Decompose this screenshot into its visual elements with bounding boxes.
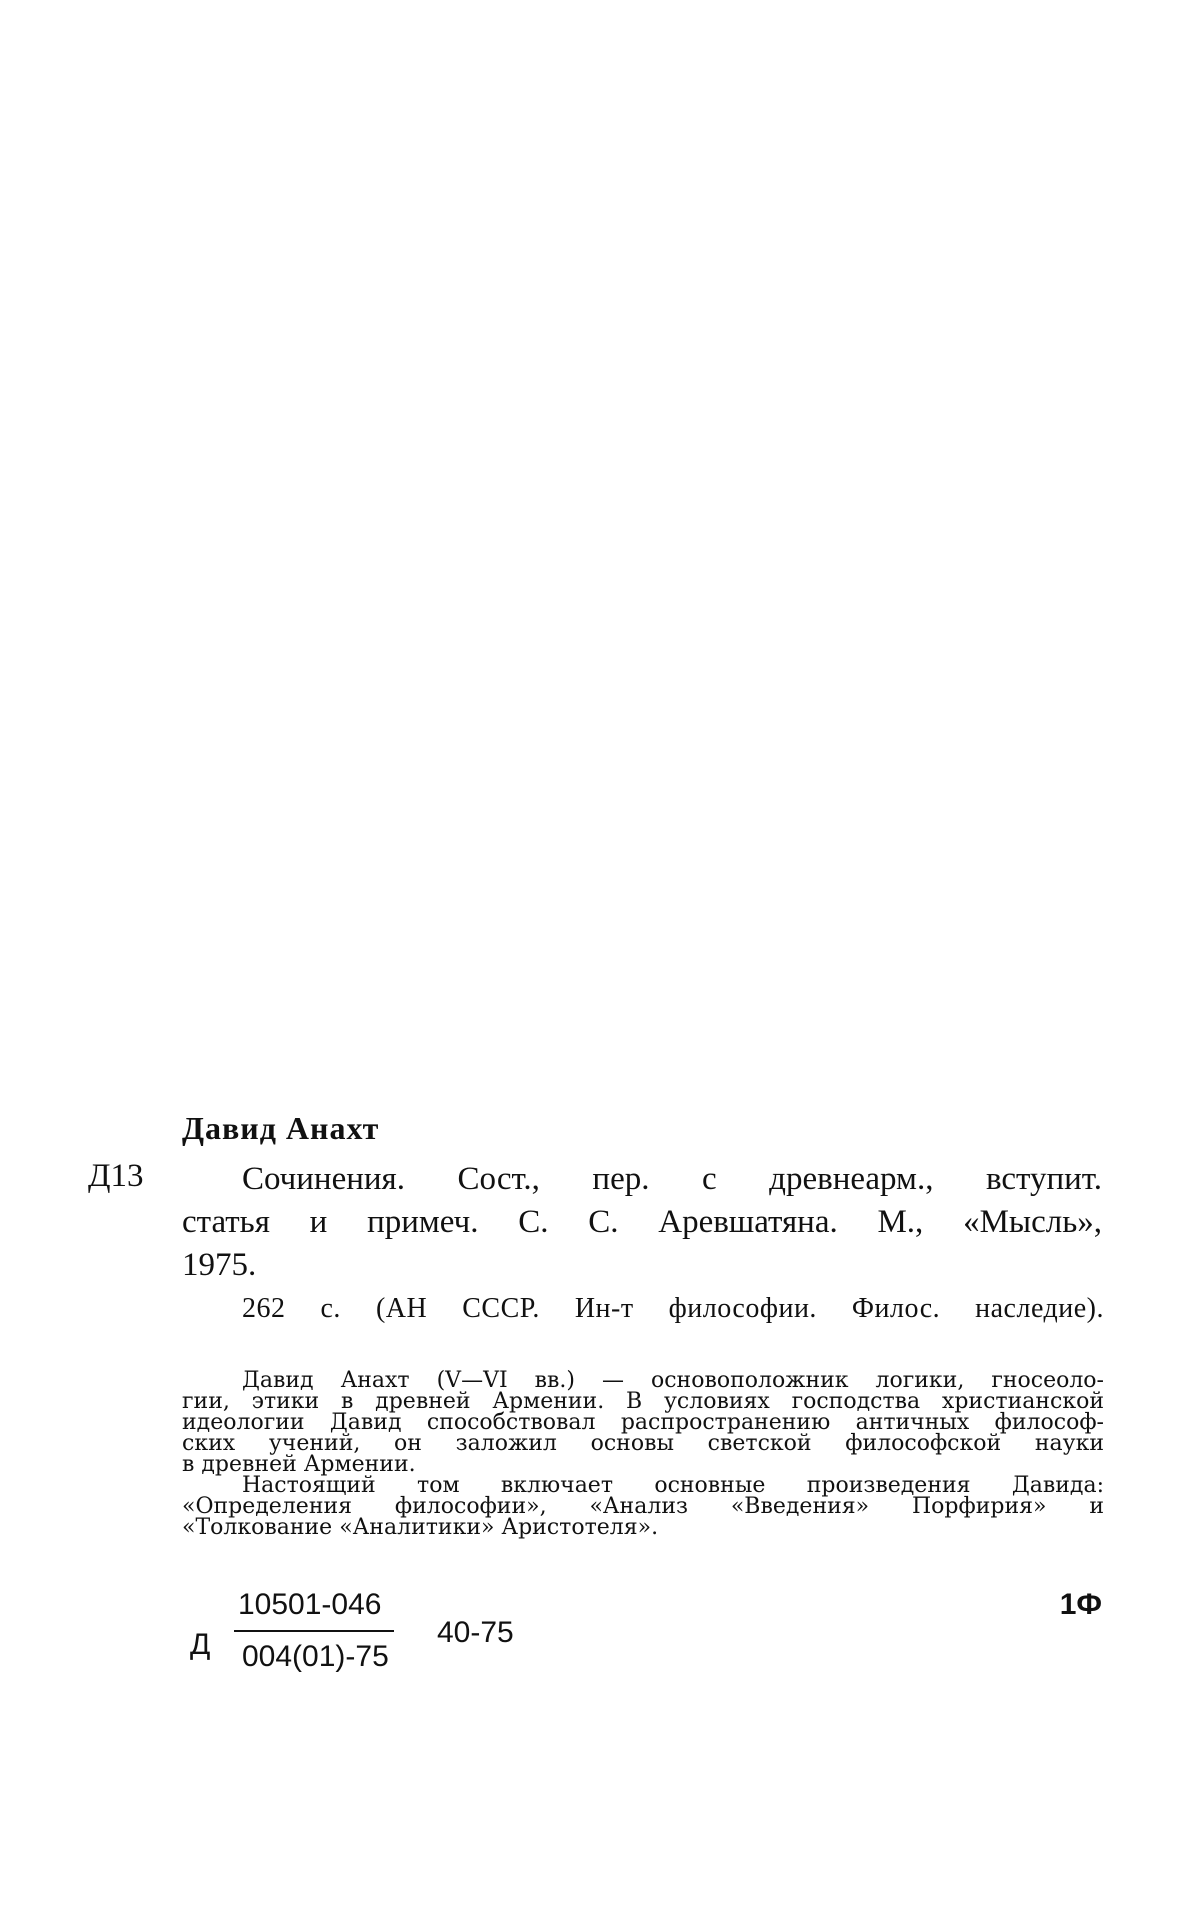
index-code: 40-75 — [437, 1616, 514, 1649]
title-line: Сочинения. Сост., пер. с древнеарм., вступит. — [242, 1161, 1102, 1197]
author-heading: Давид Анахт — [182, 1110, 380, 1146]
publication-index — [182, 1588, 1102, 1698]
title-line: статья и примеч. С. С. Аревшатяна. М., «Мысль», — [182, 1204, 1102, 1240]
annotation-line: в древней Армении. — [182, 1452, 416, 1477]
index-numerator: 10501-046 — [238, 1588, 382, 1621]
annotation-line: идеологии Давид способствовал распространению античных философ- — [182, 1410, 1104, 1435]
fraction-bar — [234, 1630, 394, 1632]
annotation-line: ских учений, он заложил основы светской философской науки — [182, 1431, 1104, 1456]
annotation-line: «Толкование «Аналитики» Аристотеля». — [182, 1515, 659, 1540]
annotation-line: «Определения философии», «Анализ «Введения» Порфирия» и — [182, 1494, 1104, 1519]
index-denominator: 004(01)-75 — [242, 1640, 389, 1673]
title-entry — [182, 1158, 1102, 1287]
index-class: 1Ф — [1059, 1588, 1102, 1621]
annotation — [182, 1370, 1104, 1538]
shelf-code: Д13 — [88, 1158, 144, 1194]
annotation-line: Настоящий том включает основные произведения Давида: — [242, 1473, 1104, 1498]
extent-line: 262 с. (АН СССР. Ин-т философии. Филос. наследие). — [242, 1293, 1104, 1324]
index-letter: Д — [190, 1628, 211, 1661]
annotation-line: Давид Анахт (V—VI вв.) — основоположник логики, гносеоло- — [242, 1368, 1104, 1393]
annotation-line: гии, этики в древней Армении. В условиях господства христианской — [182, 1389, 1104, 1414]
title-line: 1975. — [182, 1247, 257, 1283]
